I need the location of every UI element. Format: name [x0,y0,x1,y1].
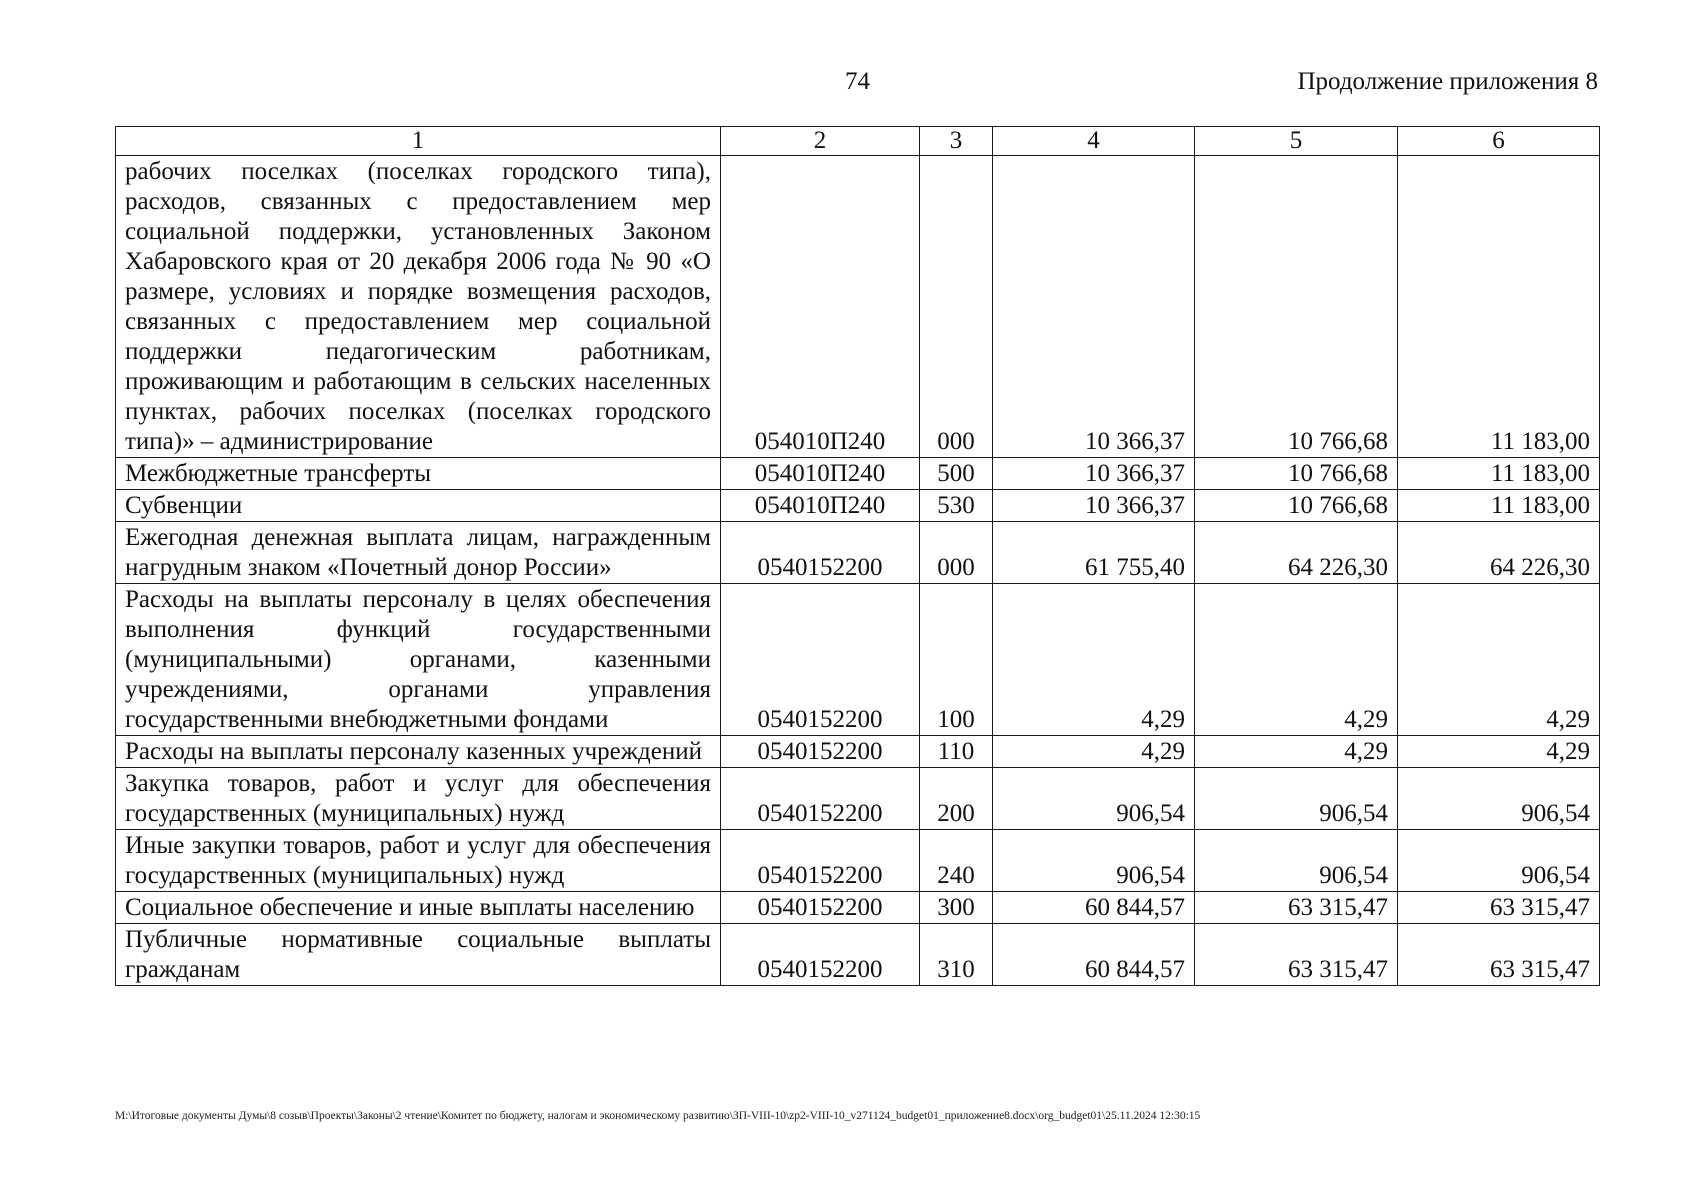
row-amount-col5: 10 766,68 [1195,458,1398,490]
row-target-code: 0540152200 [721,522,920,584]
row-expense-type: 530 [920,490,993,522]
row-amount-col6: 63 315,47 [1398,892,1600,924]
row-amount-col5: 906,54 [1195,768,1398,830]
row-target-code: 054010П240 [721,156,920,458]
row-description: Закупка товаров, работ и услуг для обеспечения государственных (муниципальных) нужд [116,768,721,830]
table-header [116,127,1600,156]
table-row [116,156,1600,458]
row-amount-col6: 64 226,30 [1398,522,1600,584]
row-amount-col6: 63 315,47 [1398,924,1600,986]
header-row [116,127,1600,156]
row-target-code: 0540152200 [721,768,920,830]
row-amount-col6: 906,54 [1398,768,1600,830]
row-amount-col6: 11 183,00 [1398,490,1600,522]
column-header-1: 1 [116,127,721,156]
table-row [116,736,1600,768]
row-amount-col4: 61 755,40 [993,522,1195,584]
row-expense-type: 310 [920,924,993,986]
table-row [116,924,1600,986]
row-expense-type: 500 [920,458,993,490]
row-description: Субвенции [116,490,721,522]
table-row [116,768,1600,830]
table-row [116,892,1600,924]
row-amount-col6: 906,54 [1398,830,1600,892]
row-amount-col5: 906,54 [1195,830,1398,892]
row-amount-col5: 64 226,30 [1195,522,1398,584]
column-header-2: 2 [721,127,920,156]
row-amount-col4: 4,29 [993,584,1195,736]
row-amount-col5: 10 766,68 [1195,490,1398,522]
row-description: Расходы на выплаты персоналу в целях обеспечения выполнения функций государственными (муниципальными) органами, казенными учреждениями, органами управления государственными внебюджетными фондами [116,584,721,736]
row-target-code: 054010П240 [721,458,920,490]
row-description: Иные закупки товаров, работ и услуг для обеспечения государственных (муниципальных) нужд [116,830,721,892]
row-amount-col4: 10 366,37 [993,156,1195,458]
row-amount-col4: 10 366,37 [993,458,1195,490]
row-amount-col4: 906,54 [993,768,1195,830]
row-amount-col5: 4,29 [1195,736,1398,768]
row-amount-col6: 11 183,00 [1398,458,1600,490]
row-expense-type: 000 [920,156,993,458]
table-row [116,522,1600,584]
row-target-code: 054010П240 [721,490,920,522]
row-expense-type: 100 [920,584,993,736]
row-amount-col5: 4,29 [1195,584,1398,736]
row-description: Ежегодная денежная выплата лицам, награжденным нагрудным знаком «Почетный донор России» [116,522,721,584]
row-target-code: 0540152200 [721,830,920,892]
page-number: 74 [845,68,870,95]
column-header-3: 3 [920,127,993,156]
row-target-code: 0540152200 [721,584,920,736]
row-description: Публичные нормативные социальные выплаты гражданам [116,924,721,986]
row-amount-col4: 60 844,57 [993,924,1195,986]
appendix-title: Продолжение приложения 8 [1297,68,1598,95]
column-header-5: 5 [1195,127,1398,156]
row-amount-col4: 906,54 [993,830,1195,892]
table-row [116,584,1600,736]
table-body [116,156,1600,986]
row-description: Межбюджетные трансферты [116,458,721,490]
row-amount-col5: 63 315,47 [1195,924,1398,986]
row-description: Социальное обеспечение и иные выплаты населению [116,892,721,924]
row-target-code: 0540152200 [721,736,920,768]
row-expense-type: 240 [920,830,993,892]
row-amount-col4: 4,29 [993,736,1195,768]
row-amount-col6: 4,29 [1398,584,1600,736]
row-target-code: 0540152200 [721,892,920,924]
table-row [116,490,1600,522]
row-target-code: 0540152200 [721,924,920,986]
row-expense-type: 000 [920,522,993,584]
table-row [116,830,1600,892]
budget-table [115,126,1600,986]
row-amount-col4: 10 366,37 [993,490,1195,522]
row-description: рабочих поселках (поселках городского типа), расходов, связанных с предоставлением мер социальной поддержки, установленных Законом Хабаровского края от 20 декабря 2006 года № 90 «О размере, условиях и порядке возмещения расходов, связанных с предоставлением мер социальной поддержки педагогическим работникам, проживающим и работающим в сельских населенных пунктах, рабочих поселках (поселках городского типа)» – администрирование [116,156,721,458]
row-expense-type: 300 [920,892,993,924]
row-amount-col5: 63 315,47 [1195,892,1398,924]
row-amount-col4: 60 844,57 [993,892,1195,924]
column-header-6: 6 [1398,127,1600,156]
row-description: Расходы на выплаты персоналу казенных учреждений [116,736,721,768]
column-header-4: 4 [993,127,1195,156]
table-row [116,458,1600,490]
row-expense-type: 200 [920,768,993,830]
document-file-path: M:\Итоговые документы Думы\8 созыв\Проекты\Законы\2 чтение\Комитет по бюджету, налогам и экономическому развитию\ЗП-VIII-10\zp2-VIII-10_v271124_budget01_приложение8.docx\org_budget01\25.11.2024 12:30:15 [115,1110,1201,1122]
row-amount-col6: 11 183,00 [1398,156,1600,458]
row-expense-type: 110 [920,736,993,768]
row-amount-col6: 4,29 [1398,736,1600,768]
row-amount-col5: 10 766,68 [1195,156,1398,458]
